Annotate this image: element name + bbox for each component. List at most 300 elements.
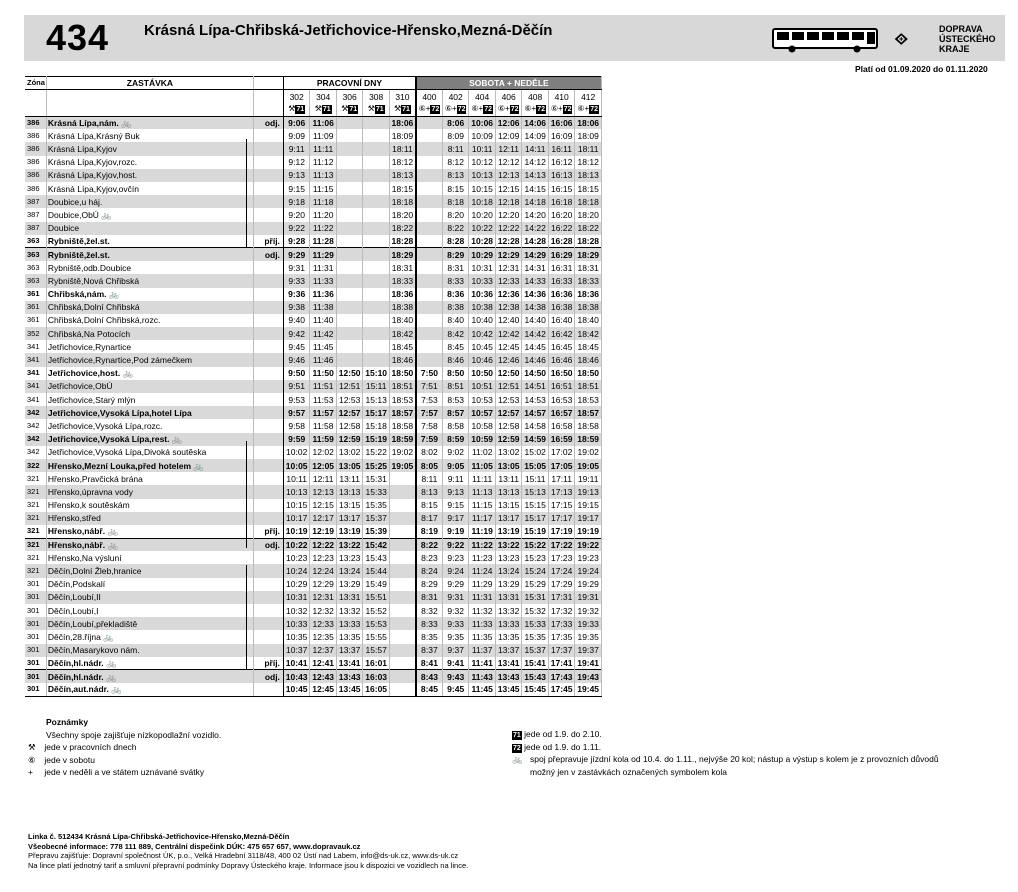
time-cell: 15:39 (363, 525, 390, 538)
time-cell: 18:59 (389, 433, 416, 446)
time-cell (363, 340, 390, 353)
time-cell: 17:19 (548, 525, 575, 538)
time-cell: 12:12 (495, 156, 522, 169)
stop-name: Jetřichovice,host. 🚲 (46, 367, 253, 380)
time-cell: 13:31 (495, 591, 522, 604)
time-cell: 19:37 (575, 644, 602, 657)
time-cell: 15:32 (522, 604, 549, 617)
arr-dep-cell (253, 208, 283, 221)
arr-dep-cell (253, 301, 283, 314)
arr-dep-cell (253, 591, 283, 604)
time-cell: 8:29 (442, 248, 469, 261)
time-cell: 19:32 (575, 604, 602, 617)
time-cell: 9:22 (283, 222, 310, 235)
trip-code-badge: 72 (563, 105, 572, 113)
time-cell: 18:20 (575, 208, 602, 221)
time-cell: 8:33 (416, 617, 443, 630)
zone-cell: 341 (25, 353, 46, 366)
note-text: jede v neděli a ve státem uznávané svátky (44, 767, 205, 777)
time-cell: 18:45 (575, 340, 602, 353)
time-cell (363, 288, 390, 301)
time-cell: 13:23 (336, 551, 363, 564)
time-cell: 11:06 (310, 116, 337, 129)
footer-operator: Přepravu zajišťuje: Dopravní společnost ÚK, p.o., Velká Hradební 3118/48, 400 02 Ústí nad Labem, info@ds-uk.cz, www.ds-uk.cz (28, 851, 459, 860)
time-cell: 10:31 (469, 261, 496, 274)
table-row (25, 617, 601, 630)
time-cell: 8:13 (442, 169, 469, 182)
time-cell: 9:59 (283, 433, 310, 446)
time-cell: 13:35 (495, 630, 522, 643)
time-cell: 12:33 (310, 617, 337, 630)
time-cell: 9:33 (283, 274, 310, 287)
arr-dep-cell: odj. (253, 538, 283, 551)
time-cell: 8:15 (442, 182, 469, 195)
time-cell: 12:15 (310, 499, 337, 512)
trip-flags (548, 103, 575, 116)
time-cell: 11:37 (469, 644, 496, 657)
arr-dep-cell: příj. (253, 657, 283, 670)
time-cell: 10:02 (283, 446, 310, 459)
time-cell: 18:50 (389, 367, 416, 380)
time-cell: 13:32 (495, 604, 522, 617)
time-cell: 9:22 (442, 538, 469, 551)
stop-name: Hřensko,nábř. 🚲 (46, 538, 253, 551)
time-cell: 14:45 (522, 340, 549, 353)
time-cell: 11:45 (469, 683, 496, 696)
time-cell: 13:33 (336, 617, 363, 630)
time-cell: 14:20 (522, 208, 549, 221)
zone-cell: 321 (25, 564, 46, 577)
time-cell: 15:51 (363, 591, 390, 604)
time-cell: 14:50 (522, 367, 549, 380)
time-cell: 9:31 (442, 591, 469, 604)
zone-cell: 341 (25, 340, 46, 353)
time-cell: 14:33 (522, 274, 549, 287)
time-cell: 17:15 (548, 499, 575, 512)
time-cell: 15:43 (522, 670, 549, 683)
time-cell: 10:42 (469, 327, 496, 340)
time-cell: 11:41 (469, 657, 496, 670)
trip-flags (283, 103, 310, 116)
time-cell: 12:51 (336, 380, 363, 393)
time-cell: 12:45 (495, 340, 522, 353)
time-cell (363, 274, 390, 287)
time-cell (363, 195, 390, 208)
time-cell: 15:57 (363, 644, 390, 657)
time-cell: 13:24 (336, 564, 363, 577)
arr-dep-cell (253, 564, 283, 577)
time-cell: 16:09 (548, 129, 575, 142)
time-cell: 19:15 (575, 499, 602, 512)
time-cell: 15:53 (363, 617, 390, 630)
arrival-header (253, 77, 283, 90)
time-cell: 18:40 (389, 314, 416, 327)
table-row (25, 406, 601, 419)
time-cell: 15:22 (363, 446, 390, 459)
time-cell: 12:57 (495, 406, 522, 419)
time-cell: 8:50 (442, 367, 469, 380)
timetable-header (24, 15, 1005, 61)
time-cell: 13:19 (336, 525, 363, 538)
time-cell (416, 248, 443, 261)
stop-name: Jetřichovice,Vysoká Lípa,rest. 🚲 (46, 433, 253, 446)
time-cell (416, 129, 443, 142)
time-cell: 10:22 (469, 222, 496, 235)
time-cell: 16:53 (548, 393, 575, 406)
time-cell: 14:15 (522, 182, 549, 195)
time-cell: 8:22 (442, 222, 469, 235)
time-cell (363, 169, 390, 182)
trip-flag: ⑥+ (444, 103, 457, 113)
time-cell: 18:12 (575, 156, 602, 169)
skip-arrow-3 (246, 565, 247, 670)
zone-header: Zóna (25, 77, 46, 90)
time-cell: 12:22 (310, 538, 337, 551)
trip-code-badge: 72 (590, 105, 598, 113)
arr-dep-cell (253, 367, 283, 380)
time-cell: 10:09 (469, 129, 496, 142)
arr-dep-cell (253, 433, 283, 446)
time-cell: 8:06 (442, 116, 469, 129)
time-cell: 12:29 (310, 578, 337, 591)
time-cell: 17:31 (548, 591, 575, 604)
arr-dep-cell: odj. (253, 670, 283, 683)
time-cell: 12:31 (495, 261, 522, 274)
time-cell: 14:53 (522, 393, 549, 406)
time-cell (389, 485, 416, 498)
time-cell: 17:45 (548, 683, 575, 696)
arr-dep-cell (253, 551, 283, 564)
bicycle-icon: 🚲 (512, 754, 523, 764)
stop-name: Hřensko,střed (46, 512, 253, 525)
time-cell: 18:20 (389, 208, 416, 221)
time-cell (389, 551, 416, 564)
time-cell: 11:23 (469, 551, 496, 564)
time-cell: 10:57 (469, 406, 496, 419)
zone-cell: 386 (25, 156, 46, 169)
arr-dep-cell: odj. (253, 116, 283, 129)
time-cell (363, 301, 390, 314)
time-cell: 12:15 (495, 182, 522, 195)
stop-name: Jetřichovice,Rynartice,Pod zámečkem (46, 353, 253, 366)
time-cell: 12:36 (495, 288, 522, 301)
time-cell: 19:02 (575, 446, 602, 459)
line-title: Krásná Lípa-Chřibská-Jetřichovice-Hřensko,Mezná-Děčín (144, 22, 553, 39)
arr-dep-cell (253, 327, 283, 340)
note-text: jede od 1.9. do 2.10. (524, 729, 602, 739)
time-cell: 13:19 (495, 525, 522, 538)
time-cell: 13:43 (336, 670, 363, 683)
time-cell: 8:43 (416, 670, 443, 683)
time-cell (416, 261, 443, 274)
time-cell: 9:46 (283, 353, 310, 366)
time-cell: 12:29 (495, 248, 522, 261)
time-cell: 11:18 (310, 195, 337, 208)
time-cell: 14:12 (522, 156, 549, 169)
zone-cell: 361 (25, 288, 46, 301)
table-row (25, 380, 601, 393)
time-cell: 11:05 (469, 459, 496, 472)
time-cell: 18:57 (575, 406, 602, 419)
stop-name: Krásná Lípa,Kyjov,ovčín (46, 182, 253, 195)
time-cell: 9:33 (442, 617, 469, 630)
blank (25, 103, 46, 116)
time-cell: 11:31 (310, 261, 337, 274)
note-lowfloor: Všechny spoje zajišťuje nízkopodlažní vozidlo. (46, 729, 222, 740)
zone-cell: 363 (25, 274, 46, 287)
time-cell: 11:33 (469, 617, 496, 630)
time-cell: 9:50 (283, 367, 310, 380)
time-cell (416, 222, 443, 235)
time-cell (416, 301, 443, 314)
time-cell: 15:13 (363, 393, 390, 406)
zone-cell: 386 (25, 129, 46, 142)
arr-dep-cell (253, 274, 283, 287)
time-cell: 10:41 (283, 657, 310, 670)
note-text: spoj přepravuje jízdní kola od 10.4. do 1.11., nejvýše 20 kol; nástup a výstup s kolem je z provozních důvodů možný jen v zastávkách označených symbolem kola (530, 754, 939, 777)
time-cell: 9:29 (442, 578, 469, 591)
trip-flag: ⚒ (393, 103, 402, 113)
time-cell: 13:45 (495, 683, 522, 696)
time-cell: 9:02 (442, 446, 469, 459)
time-cell: 10:17 (283, 512, 310, 525)
table-row (25, 169, 601, 182)
time-cell: 12:40 (495, 314, 522, 327)
time-cell: 17:02 (548, 446, 575, 459)
table-row (25, 538, 601, 551)
time-cell: 8:29 (416, 578, 443, 591)
arr-dep-cell (253, 129, 283, 142)
zone-cell: 341 (25, 380, 46, 393)
time-cell: 11:02 (469, 446, 496, 459)
trip-number: 406 (495, 90, 522, 103)
arr-dep-cell (253, 499, 283, 512)
zone-cell: 301 (25, 657, 46, 670)
stop-name: Děčín,Loubí,I (46, 604, 253, 617)
time-cell: 8:05 (416, 459, 443, 472)
table-row (25, 288, 601, 301)
time-cell: 19:22 (575, 538, 602, 551)
line-number: 434 (46, 17, 110, 58)
time-cell: 15:17 (522, 512, 549, 525)
timetable (25, 76, 602, 697)
stop-name: Chřibská,Dolní Chřibská,rozc. (46, 314, 253, 327)
time-cell (416, 274, 443, 287)
table-row (25, 472, 601, 485)
time-cell: 9:06 (283, 116, 310, 129)
time-cell (363, 222, 390, 235)
blank (46, 90, 253, 103)
stop-name: Doubice (46, 222, 253, 235)
table-row (25, 327, 601, 340)
arr-dep-cell (253, 446, 283, 459)
blank (253, 103, 283, 116)
stop-name: Děčín,Loubí,překladiště (46, 617, 253, 630)
time-cell: 16:57 (548, 406, 575, 419)
time-cell: 9:45 (442, 683, 469, 696)
trip-code-badge: 71 (296, 105, 305, 113)
time-cell: 8:17 (416, 512, 443, 525)
time-cell: 12:46 (495, 353, 522, 366)
zone-cell: 321 (25, 551, 46, 564)
time-cell (336, 156, 363, 169)
time-cell (363, 353, 390, 366)
time-cell (389, 683, 416, 696)
note-text: jede v pracovních dnech (44, 742, 137, 752)
table-row (25, 208, 601, 221)
time-cell: 18:18 (389, 195, 416, 208)
time-cell: 10:36 (469, 288, 496, 301)
arr-dep-cell: odj. (253, 248, 283, 261)
footer-tariff: Na lince platí jednotný tarif a smluvní přepravní podmínky Dopravy Ústeckého kraje. Informace jsou k dispozici ve vozidlech na lince. (28, 860, 469, 870)
zone-cell: 321 (25, 512, 46, 525)
time-cell: 10:33 (469, 274, 496, 287)
trip-flag: ⚒ (341, 103, 349, 113)
time-cell: 15:02 (522, 446, 549, 459)
time-cell (416, 314, 443, 327)
time-cell: 18:46 (575, 353, 602, 366)
time-cell: 8:45 (416, 683, 443, 696)
time-cell: 11:53 (310, 393, 337, 406)
time-cell: 7:58 (416, 419, 443, 432)
table-row (25, 512, 601, 525)
stop-header: ZASTÁVKA (46, 77, 253, 90)
time-cell: 13:15 (336, 499, 363, 512)
time-cell: 12:20 (495, 208, 522, 221)
time-cell (416, 116, 443, 129)
time-cell: 19:23 (575, 551, 602, 564)
time-cell: 9:11 (283, 142, 310, 155)
time-cell: 19:31 (575, 591, 602, 604)
time-cell (363, 142, 390, 155)
time-cell (416, 156, 443, 169)
arr-dep-cell (253, 142, 283, 155)
time-cell: 14:28 (522, 235, 549, 248)
time-cell: 8:31 (442, 261, 469, 274)
trip-number: 304 (310, 90, 337, 103)
table-row (25, 578, 601, 591)
zone-cell: 361 (25, 314, 46, 327)
time-cell: 10:33 (283, 617, 310, 630)
time-cell: 11:32 (469, 604, 496, 617)
time-cell (336, 301, 363, 314)
table-row (25, 235, 601, 248)
table-row (25, 670, 601, 683)
time-cell: 12:19 (310, 525, 337, 538)
time-cell (336, 248, 363, 261)
time-cell (336, 129, 363, 142)
trip-flags (495, 103, 522, 116)
time-cell: 18:29 (389, 248, 416, 261)
time-cell: 16:31 (548, 261, 575, 274)
time-cell (416, 208, 443, 221)
time-cell: 14:11 (522, 142, 549, 155)
table-row (25, 459, 601, 472)
time-cell: 18:28 (575, 235, 602, 248)
time-cell: 18:33 (575, 274, 602, 287)
time-cell: 16:06 (548, 116, 575, 129)
time-cell: 9:29 (283, 248, 310, 261)
table-row (25, 683, 601, 696)
footer-info: Všeobecné informace: 778 111 889, Centrální dispečink DÚK: 475 657 657, www.dopravauk.cz (28, 841, 361, 851)
trip-number: 408 (522, 90, 549, 103)
time-cell: 9:05 (442, 459, 469, 472)
time-cell: 12:33 (495, 274, 522, 287)
notes-section-right (512, 728, 952, 778)
zone-cell: 361 (25, 301, 46, 314)
time-cell: 13:37 (495, 644, 522, 657)
time-cell: 14:13 (522, 169, 549, 182)
time-cell: 13:23 (495, 551, 522, 564)
time-cell: 11:11 (469, 472, 496, 485)
time-cell: 10:45 (469, 340, 496, 353)
time-cell: 11:43 (469, 670, 496, 683)
notes-title: Poznámky (46, 717, 89, 727)
time-cell (336, 314, 363, 327)
time-cell (389, 644, 416, 657)
time-cell: 9:40 (283, 314, 310, 327)
time-cell: 16:45 (548, 340, 575, 353)
time-cell: 19:13 (575, 485, 602, 498)
time-cell: 15:37 (363, 512, 390, 525)
note-bike (512, 753, 952, 778)
time-cell: 7:53 (416, 393, 443, 406)
time-cell: 8:19 (416, 525, 443, 538)
stop-name: Jetřichovice,Vysoká Lípa,hotel Lípa (46, 406, 253, 419)
time-cell: 19:43 (575, 670, 602, 683)
zone-cell: 342 (25, 433, 46, 446)
time-cell: 11:50 (310, 367, 337, 380)
time-cell: 12:41 (310, 657, 337, 670)
time-cell: 19:02 (389, 446, 416, 459)
time-cell: 18:15 (575, 182, 602, 195)
arr-dep-cell (253, 222, 283, 235)
stop-name: Krásná Lípa,Kyjov,rozc. (46, 156, 253, 169)
trip-code-badge: 72 (457, 105, 466, 113)
time-cell: 12:05 (310, 459, 337, 472)
time-cell: 12:50 (495, 367, 522, 380)
zone-cell: 342 (25, 446, 46, 459)
arr-dep-cell (253, 630, 283, 643)
stop-name: Chřibská,nám. 🚲 (46, 288, 253, 301)
time-cell (389, 617, 416, 630)
time-cell: 8:32 (416, 604, 443, 617)
trip-code-badge: 71 (322, 105, 331, 113)
time-cell: 17:05 (548, 459, 575, 472)
time-cell: 16:36 (548, 288, 575, 301)
time-cell: 19:35 (575, 630, 602, 643)
time-cell (336, 288, 363, 301)
time-cell: 14:36 (522, 288, 549, 301)
time-cell: 15:25 (363, 459, 390, 472)
time-cell: 7:57 (416, 406, 443, 419)
stop-name: Jetřichovice,Rynartice (46, 340, 253, 353)
time-cell: 15:15 (522, 499, 549, 512)
time-cell: 15:05 (522, 459, 549, 472)
weekdays-header: PRACOVNÍ DNY (283, 77, 416, 90)
time-cell: 13:17 (336, 512, 363, 525)
time-cell: 10:38 (469, 301, 496, 314)
time-cell: 11:24 (469, 564, 496, 577)
time-cell: 8:57 (442, 406, 469, 419)
time-cell: 18:28 (389, 235, 416, 248)
time-cell: 10:29 (469, 248, 496, 261)
trip-number: 410 (548, 90, 575, 103)
time-cell: 11:20 (310, 208, 337, 221)
time-cell: 16:15 (548, 182, 575, 195)
zone-cell: 322 (25, 459, 46, 472)
trip-code-badge: 71 (402, 105, 410, 113)
